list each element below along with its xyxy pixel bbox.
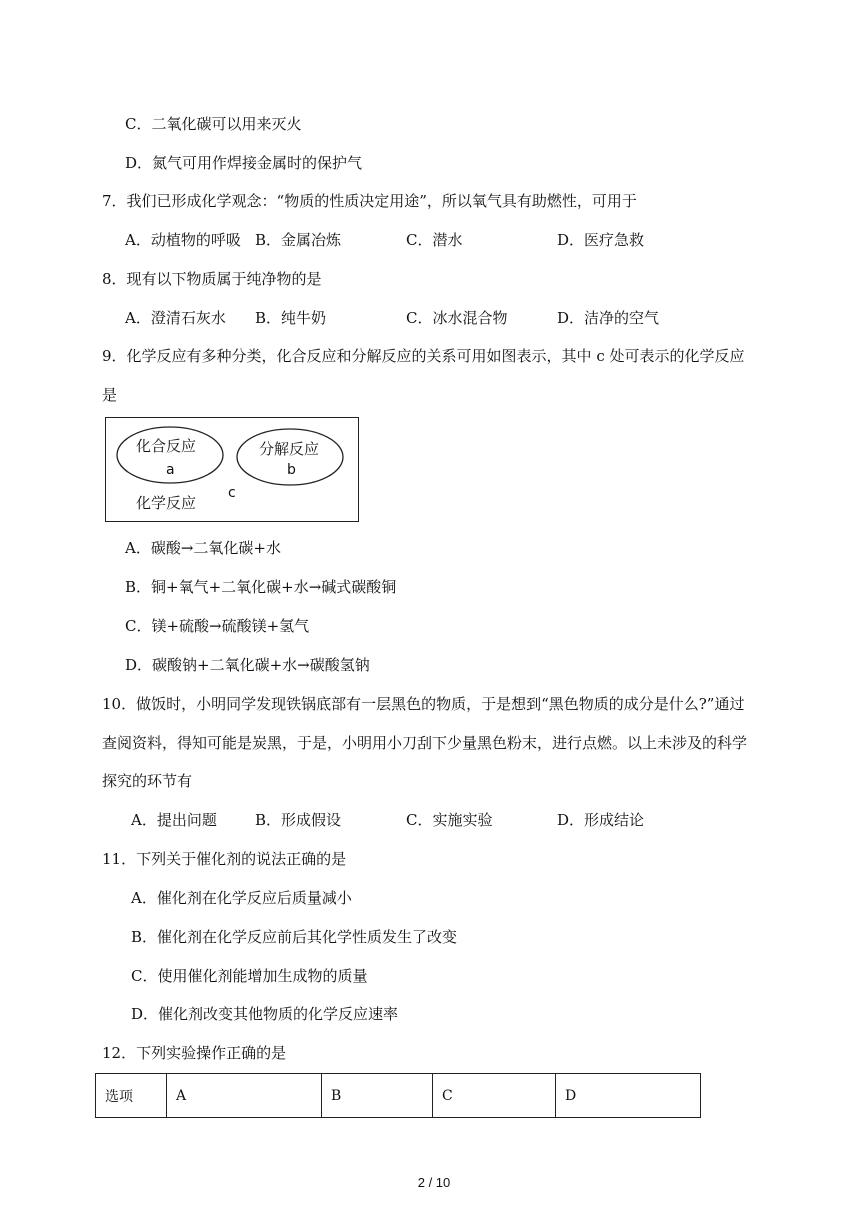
combination-label: 化合反应 xyxy=(136,437,197,455)
q7-option-c: C．潜水 xyxy=(406,231,463,249)
q9-stem-line1: 9．化学反应有多种分类，化合反应和分解反应的关系可用如图表示，其中 c 处可表示的化学反应 xyxy=(102,347,745,365)
table-header-c: C xyxy=(433,1074,556,1118)
page-number: 2 / 10 xyxy=(417,1175,451,1190)
q11-option-c: C．使用催化剂能增加生成物的质量 xyxy=(131,967,368,985)
table-header-b: B xyxy=(322,1074,433,1118)
q10-stem-line2: 查阅资料，得知可能是炭黑，于是，小明用小刀刮下少量黑色粉末，进行点燃。以上未涉及的科学 xyxy=(102,734,748,752)
q10-option-a: A．提出问题 xyxy=(131,811,217,829)
q8-stem: 8．现有以下物质属于纯净物的是 xyxy=(102,270,322,288)
q7-stem: 7．我们已形成化学观念：“物质的性质决定用途”，所以氧气具有助燃性，可用于 xyxy=(102,192,637,210)
decomposition-label: 分解反应 xyxy=(259,440,320,458)
q7-option-b: B．金属冶炼 xyxy=(255,231,342,249)
q10-option-b: B．形成假设 xyxy=(255,811,342,829)
chemical-reaction-label: 化学反应 xyxy=(136,494,197,512)
decomposition-letter: b xyxy=(287,462,296,478)
table-header-d: D xyxy=(556,1074,701,1118)
q11-option-d: D．催化剂改变其他物质的化学反应速率 xyxy=(131,1005,399,1023)
combination-letter: a xyxy=(166,462,175,478)
q11-stem: 11．下列关于催化剂的说法正确的是 xyxy=(102,850,347,868)
q6-option-d: D．氮气可用作焊接金属时的保护气 xyxy=(125,154,363,172)
table-header-a: A xyxy=(167,1074,322,1118)
q11-option-b: B．催化剂在化学反应前后其化学性质发生了改变 xyxy=(131,928,458,946)
q9-option-a: A．碳酸→二氧化碳+水 xyxy=(125,539,281,557)
q9-option-b: B．铜+氧气+二氧化碳+水→碱式碳酸铜 xyxy=(125,578,397,596)
q10-option-d: D．形成结论 xyxy=(557,811,645,829)
q12-options-table xyxy=(95,1073,701,1118)
region-c-letter: c xyxy=(228,485,236,501)
q8-option-b: B．纯牛奶 xyxy=(255,309,327,327)
q8-option-a: A．澄清石灰水 xyxy=(125,309,226,327)
q10-stem-line1: 10．做饭时，小明同学发现铁锅底部有一层黑色的物质，于是想到“黑色物质的成分是什么?”通过 xyxy=(102,695,745,713)
q11-option-a: A．催化剂在化学反应后质量减小 xyxy=(131,889,352,907)
q9-option-c: C．镁+硫酸→硫酸镁+氢气 xyxy=(125,617,310,635)
q8-option-d: D．洁净的空气 xyxy=(557,309,660,327)
q12-stem: 12．下列实验操作正确的是 xyxy=(102,1044,287,1062)
table-header-option: 选项 xyxy=(96,1074,167,1118)
q7-option-a: A．动植物的呼吸 xyxy=(125,231,241,249)
q7-option-d: D．医疗急救 xyxy=(557,231,645,249)
table-row xyxy=(96,1074,701,1118)
q9-option-d: D．碳酸钠+二氧化碳+水→碳酸氢钠 xyxy=(125,656,370,674)
reaction-classification-diagram xyxy=(105,417,359,522)
q9-stem-line2: 是 xyxy=(102,386,118,404)
q10-option-c: C．实施实验 xyxy=(406,811,493,829)
q10-stem-line3: 探究的环节有 xyxy=(102,772,193,790)
q6-option-c: C．二氧化碳可以用来灭火 xyxy=(125,115,302,133)
q8-option-c: C．冰水混合物 xyxy=(406,309,508,327)
